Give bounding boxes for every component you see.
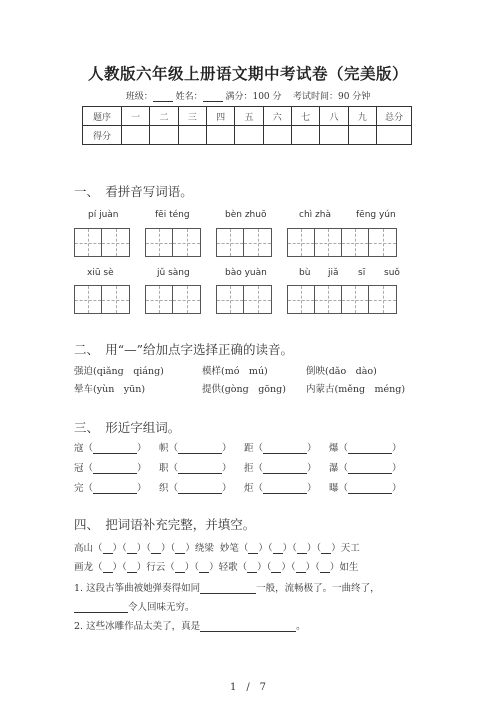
paren-open: （ [338, 463, 349, 474]
idiom-text: ）天工 [331, 543, 360, 554]
idiom-blank[interactable] [273, 543, 283, 554]
paren-open: （ [83, 443, 94, 454]
idiom-blank[interactable] [175, 543, 185, 554]
idiom-blank[interactable] [297, 543, 307, 554]
writing-grid[interactable] [145, 285, 201, 314]
word-group-blank[interactable] [178, 483, 222, 494]
paren-open: （ [253, 463, 264, 474]
writing-grid[interactable] [145, 228, 201, 257]
writing-grid[interactable] [74, 228, 130, 257]
writing-grid[interactable] [216, 228, 272, 257]
header-cell: 题序 [83, 107, 122, 126]
writing-grid[interactable] [287, 228, 397, 257]
score-cell[interactable] [348, 126, 376, 145]
word-group-char: 寇 [74, 443, 84, 454]
idiom-text: ）（ [281, 562, 296, 573]
score-row [83, 126, 412, 145]
paren-close: ） [137, 483, 147, 494]
word-group-char: 织 [159, 483, 169, 494]
word-group-item [244, 440, 317, 454]
score-cell[interactable] [206, 126, 234, 145]
pinyin: chì zhà [299, 210, 331, 220]
paren-close: ） [137, 443, 147, 454]
idiom-text: ）（ [306, 543, 322, 554]
name-blank[interactable] [203, 91, 223, 102]
word-group-item [74, 460, 147, 474]
idiom-line-2 [74, 559, 358, 573]
question-1-line-1 [74, 580, 380, 594]
answer-blank[interactable] [74, 602, 128, 613]
idiom-blank[interactable] [248, 543, 258, 554]
idiom-text: ）（ [161, 543, 176, 554]
paren-open: （ [168, 463, 179, 474]
score-row-label: 得分 [83, 126, 122, 145]
idiom-text: ）如生 [329, 562, 359, 573]
idiom-text: ）（ [136, 543, 152, 554]
pinyin: sī [358, 268, 366, 278]
idiom-line-1 [74, 540, 360, 554]
header-cell: 七 [291, 107, 319, 126]
idiom-blank[interactable] [320, 562, 330, 573]
score-cell[interactable] [235, 126, 263, 145]
reading-item[interactable]: 倒映(dǎo dào) [306, 366, 377, 377]
header-cell: 总分 [377, 107, 412, 126]
idiom-blank[interactable] [175, 562, 185, 573]
paren-open: （ [168, 443, 179, 454]
score-header-row [83, 107, 412, 126]
writing-grid[interactable] [74, 285, 130, 314]
idiom-blank[interactable] [151, 543, 161, 554]
header-cell: 三 [178, 107, 206, 126]
reading-item[interactable]: 模样(mó mú) [202, 366, 268, 377]
header-cell: 一 [122, 107, 150, 126]
idiom-text: ）绕梁 [185, 543, 214, 554]
word-group-blank[interactable] [178, 463, 222, 474]
word-group-blank[interactable] [178, 443, 222, 454]
word-group-char: 冠 [74, 463, 84, 474]
paren-close: ） [392, 443, 402, 454]
paren-open: （ [253, 443, 264, 454]
section3-heading: 三、 形近字组词。 [74, 420, 181, 435]
word-group-blank[interactable] [263, 443, 307, 454]
paren-close: ） [137, 463, 147, 474]
reading-item[interactable]: 强迫(qiǎng qiáng) [74, 366, 164, 377]
section1-heading: 一、 看拼音写词语。 [74, 184, 193, 199]
section2-heading: 二、 用“—”给加点字选择正确的读音。 [74, 342, 294, 357]
question-1-line-2 [74, 599, 195, 613]
score-table [82, 106, 412, 145]
word-group-item [244, 480, 317, 494]
word-group-item [159, 440, 232, 454]
idiom-text: 妙笔（ [219, 543, 249, 554]
word-group-blank[interactable] [348, 443, 392, 454]
word-group-item [244, 460, 317, 474]
idiom-blank[interactable] [103, 543, 113, 554]
answer-blank[interactable] [200, 583, 256, 594]
word-group-char: 距 [244, 443, 254, 454]
page-number: 1 / 7 [229, 682, 267, 693]
word-group-blank[interactable] [348, 463, 392, 474]
paren-open: （ [83, 463, 94, 474]
idiom-blank[interactable] [103, 562, 113, 573]
pinyin: jiǎ [328, 268, 339, 278]
question-text: 。 [296, 621, 306, 632]
question-text: 2. 这些冰雕作品太美了，真是 [74, 621, 201, 632]
header-cell: 二 [150, 107, 178, 126]
reading-item[interactable]: 提供(gòng gōng) [202, 384, 286, 395]
writing-grid[interactable] [216, 285, 272, 314]
header-cell: 五 [235, 107, 263, 126]
word-group-char: 帜 [159, 443, 169, 454]
word-group-blank[interactable] [93, 483, 137, 494]
question-text: 令人回味无穷。 [128, 602, 195, 613]
idiom-text: ）行云（ [136, 562, 175, 573]
pinyin: suǒ [384, 268, 400, 278]
exam-time: 考试时间：90 分钟 [292, 92, 371, 102]
answer-blank[interactable] [200, 621, 296, 632]
word-group-char: 完 [74, 483, 84, 494]
score-cell[interactable] [263, 126, 291, 145]
score-cell[interactable] [291, 126, 319, 145]
idiom-text: ）（ [305, 562, 320, 573]
paren-close: ） [307, 483, 317, 494]
score-cell[interactable] [122, 126, 150, 145]
score-cell[interactable] [178, 126, 206, 145]
idiom-text: ）（ [112, 562, 127, 573]
word-group-item [329, 440, 402, 454]
word-group-char: 爆 [329, 443, 339, 454]
word-group-char: 拒 [244, 463, 254, 474]
name-label: 姓名： [175, 92, 203, 102]
pinyin: xiū sè [87, 268, 114, 278]
pinyin: fēng yún [356, 210, 396, 220]
word-group-char: 瀑 [329, 463, 339, 474]
question-text: 一般，流畅极了。一曲终了， [256, 583, 380, 594]
idiom-blank[interactable] [127, 562, 137, 573]
word-group-blank[interactable] [348, 483, 392, 494]
score-cell[interactable] [150, 126, 178, 145]
idiom-text: 画龙（ [74, 562, 103, 573]
idiom-text: ）轻歌（ [209, 562, 248, 573]
word-group-item [74, 440, 147, 454]
idiom-blank[interactable] [199, 562, 209, 573]
paren-open: （ [253, 483, 264, 494]
paren-close: ） [222, 463, 232, 474]
idiom-text: ）（ [257, 562, 272, 573]
idiom-blank[interactable] [321, 543, 331, 554]
pinyin: jǔ sàng [157, 268, 190, 278]
writing-grid[interactable] [287, 285, 397, 314]
pinyin: bào yuàn [225, 268, 267, 278]
idiom-text: 高山（ [74, 543, 103, 554]
paren-close: ） [222, 483, 232, 494]
word-group-item [74, 480, 147, 494]
word-group-blank[interactable] [263, 483, 307, 494]
full-score: 满分：100 分 [225, 92, 282, 102]
idiom-text: ）（ [258, 543, 273, 554]
word-group-char: 职 [159, 463, 169, 474]
paren-open: （ [83, 483, 94, 494]
pinyin: bù [299, 268, 311, 278]
paren-open: （ [168, 483, 179, 494]
score-cell[interactable] [320, 126, 348, 145]
word-group-blank[interactable] [93, 443, 137, 454]
exam-info [0, 89, 496, 102]
paren-open: （ [338, 483, 349, 494]
class-label: 班级： [125, 92, 153, 102]
idiom-blank[interactable] [296, 562, 306, 573]
header-cell: 八 [320, 107, 348, 126]
idiom-blank[interactable] [271, 562, 281, 573]
paren-close: ） [222, 443, 232, 454]
word-group-blank[interactable] [93, 463, 137, 474]
idiom-text: ）（ [184, 562, 200, 573]
paren-open: （ [338, 443, 349, 454]
word-group-blank[interactable] [263, 463, 307, 474]
question-2 [74, 618, 306, 632]
word-group-item [329, 480, 402, 494]
word-group-item [329, 460, 402, 474]
paren-close: ） [392, 483, 402, 494]
word-group-item [159, 480, 232, 494]
word-group-item [159, 460, 232, 474]
reading-item[interactable]: 内蒙古(měng méng) [306, 384, 406, 395]
score-cell[interactable] [377, 126, 412, 145]
paren-close: ） [307, 463, 317, 474]
idiom-text: ）（ [112, 543, 127, 554]
idiom-blank[interactable] [247, 562, 257, 573]
pinyin: fēi téng [155, 210, 190, 220]
pinyin: bèn zhuō [225, 210, 267, 220]
header-cell: 六 [263, 107, 291, 126]
word-group-char: 炬 [244, 483, 254, 494]
question-text: 1. 这段古筝曲被她弹奏得如同 [74, 583, 201, 594]
header-cell: 九 [348, 107, 376, 126]
class-blank[interactable] [153, 91, 173, 102]
page-title: 人教版六年级上册语文期中考试卷（完美版） [87, 64, 408, 83]
pinyin: pí juàn [88, 210, 119, 220]
paren-close: ） [392, 463, 402, 474]
idiom-blank[interactable] [127, 543, 137, 554]
idiom-text: ）（ [282, 543, 297, 554]
section4-heading: 四、 把词语补充完整，并填空。 [74, 517, 256, 532]
paren-close: ） [307, 443, 317, 454]
word-group-char: 曝 [329, 483, 339, 494]
header-cell: 四 [206, 107, 234, 126]
reading-item[interactable]: 晕车(yùn yūn) [74, 384, 146, 395]
